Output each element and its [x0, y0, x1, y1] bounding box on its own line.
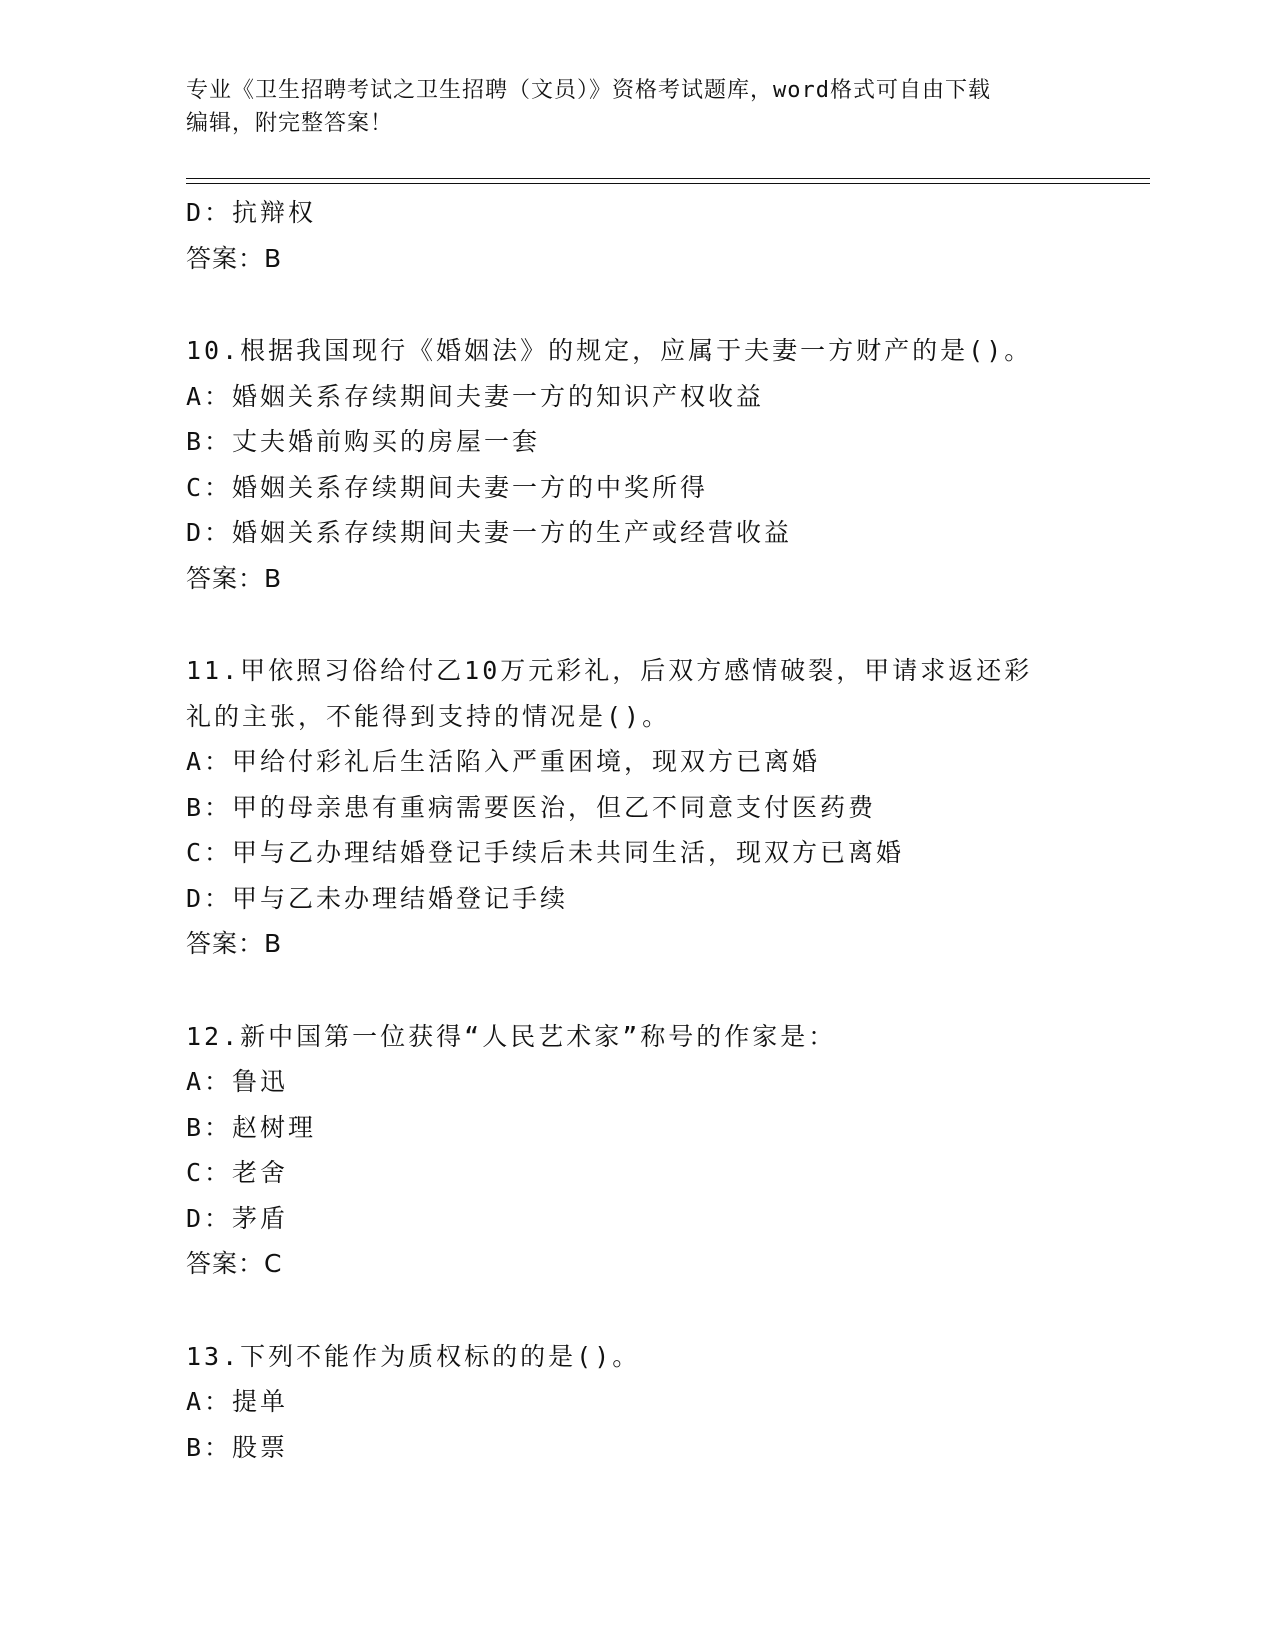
- question-stem-line-2: 礼的主张，不能得到支持的情况是()。: [186, 701, 671, 731]
- answer: 答案：B: [186, 563, 283, 593]
- document-header: [186, 74, 1086, 140]
- question-11: [186, 648, 1086, 967]
- option-a: A：婚姻关系存续期间夫妻一方的知识产权收益: [186, 381, 765, 411]
- option-c: C：老舍: [186, 1158, 289, 1187]
- option-a: A：鲁迅: [186, 1067, 289, 1096]
- question-stem: 12.新中国第一位获得“人民艺术家”称号的作家是：: [186, 1021, 837, 1051]
- answer: 答案：C: [186, 1249, 283, 1278]
- header-divider-top: [186, 178, 1150, 179]
- question-stem: 10.根据我国现行《婚姻法》的规定，应属于夫妻一方财产的是()。: [186, 336, 1033, 365]
- prev-option-d: D：抗辩权: [186, 198, 317, 227]
- option-d: D：甲与乙未办理结婚登记手续: [186, 883, 569, 913]
- answer: 答案：B: [186, 929, 283, 958]
- option-b: B：股票: [186, 1432, 289, 1462]
- option-d: D：婚姻关系存续期间夫妻一方的生产或经营收益: [186, 518, 793, 547]
- question-13: [186, 1334, 1086, 1471]
- question-list: [186, 190, 1086, 1470]
- option-c: C：婚姻关系存续期间夫妻一方的中奖所得: [186, 472, 709, 502]
- option-c: C：甲与乙办理结婚登记手续后未共同生活，现双方已离婚: [186, 838, 905, 867]
- option-b: B：丈夫婚前购买的房屋一套: [186, 427, 541, 456]
- header-divider-bottom: [186, 183, 1150, 184]
- header-line-1: 专业《卫生招聘考试之卫生招聘（文员）》资格考试题库，word格式可自由下载: [186, 78, 991, 103]
- option-a: A：甲给付彩礼后生活陷入严重困境，现双方已离婚: [186, 747, 821, 776]
- option-a: A：提单: [186, 1387, 289, 1416]
- question-12: [186, 1014, 1086, 1287]
- prev-answer: 答案：B: [186, 243, 283, 273]
- question-10: [186, 328, 1086, 601]
- question-stem-line-1: 11.甲依照习俗给付乙10万元彩礼，后双方感情破裂，甲请求返还彩: [186, 656, 1033, 685]
- header-line-2: 编辑，附完整答案！: [186, 111, 394, 136]
- option-d: D：茅盾: [186, 1203, 289, 1233]
- question-stem: 13.下列不能作为质权标的的是()。: [186, 1341, 641, 1371]
- option-b: B：赵树理: [186, 1112, 317, 1142]
- option-b: B：甲的母亲患有重病需要医治，但乙不同意支付医药费: [186, 792, 877, 822]
